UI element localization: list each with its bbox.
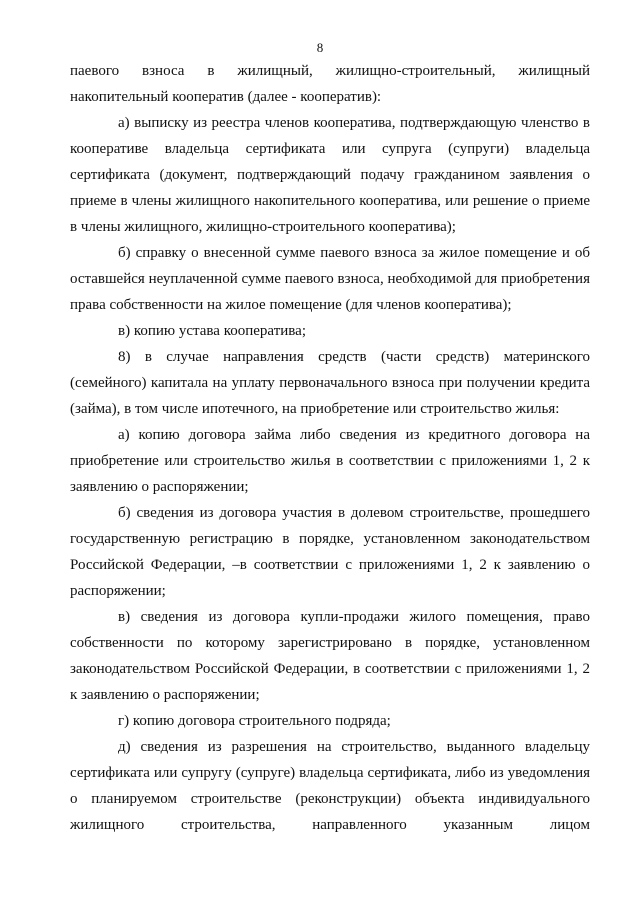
paragraph-continuation: паевого взноса в жилищный, жилищно-строительный, жилищный накопительный кооператив (далее - кооператив): — [70, 63, 590, 105]
paragraph-item-b-share-certificate: б) справку о внесенной сумме паевого взноса за жилое помещение и об оставшейся неуплаченной сумме паевого взноса, необходимой для приобретения права собственности на жилое помещение (для членов кооператива); — [70, 245, 590, 313]
paragraph-item-v-charter-copy: в) копию устава кооператива; — [118, 323, 306, 339]
paragraph-item-v-purchase-agreement: в) сведения из договора купли-продажи жилого помещения, право собственности по которому зарегистрировано в порядке, установленном законодательством Российской Федерации, в соответствии с приложениями 1, 2 к заявлению о распоряжении; — [70, 609, 590, 703]
paragraph-item-8-initial-payment: 8) в случае направления средств (части средств) материнского (семейного) капитала на уплату первоначального взноса при получении кредита (займа), в том числе ипотечного, на приобретение или строительство жилья: — [70, 349, 590, 417]
paragraph-item-b-shared-construction: б) сведения из договора участия в долевом строительстве, прошедшего государственную регистрацию в порядке, установленном законодательством Российской Федерации, –в соответствии с приложениями 1, 2 к заявлению о распоряжении; — [70, 505, 590, 599]
paragraph-item-d-building-permit: д) сведения из разрешения на строительство, выданного владельцу сертификата или супругу (супруге) владельца сертификата, либо из уведомления о планируемом строительстве (реконструкции) объекта индивидуального жилищного строительства, направленного указанным лицом — [70, 739, 590, 833]
paragraph-item-a-registry-extract: а) выписку из реестра членов кооператива, подтверждающую членство в кооперативе владельца сертификата или супруга (супруги) владельца сертификата (документ, подтверждающий подачу гражданином заявления о приеме в члены жилищного накопительного кооператива, или решение о приеме в члены жилищного, жилищно-строительного кооператива); — [70, 115, 590, 235]
paragraph-item-a-loan-agreement: а) копию договора займа либо сведения из кредитного договора на приобретение или строительство жилья в соответствии с приложениями 1, 2 к заявлению о распоряжении; — [70, 427, 590, 495]
page-number: 8 — [316, 40, 324, 55]
document-body — [70, 58, 590, 838]
paragraph-item-g-construction-contract: г) копию договора строительного подряда; — [118, 713, 391, 729]
